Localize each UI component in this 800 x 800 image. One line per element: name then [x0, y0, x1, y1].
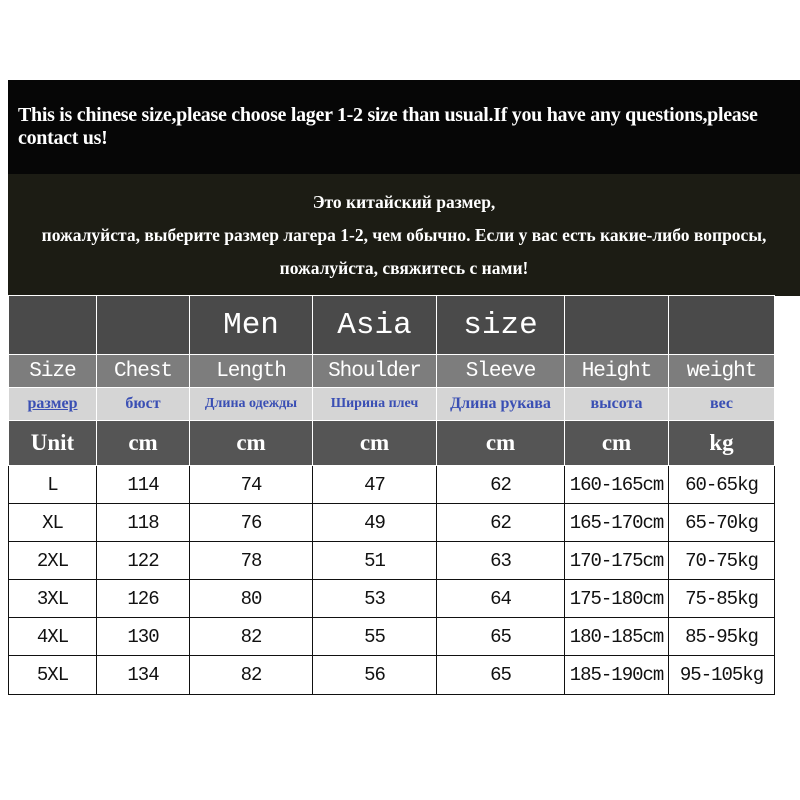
table-row: [9, 618, 775, 656]
table-cell: 51: [313, 542, 437, 580]
header-ru-cell: бюст: [97, 388, 190, 421]
table-cell: 180-185cm: [565, 618, 669, 656]
table-cell: 65: [437, 656, 565, 695]
unit-cell: cm: [437, 421, 565, 466]
table-cell: 5XL: [9, 656, 97, 695]
notice-text-russian-line: Это китайский размер,: [312, 191, 496, 212]
table-cell: 82: [190, 618, 313, 656]
table-title-row: [9, 296, 775, 355]
table-cell: 76: [190, 504, 313, 542]
notice-text-russian-line: пожалуйста, выберите размер лагера 1-2, чем обычно. Если у вас есть какие-либо вопросы,: [41, 224, 767, 245]
unit-cell: cm: [97, 421, 190, 466]
unit-cell: Unit: [9, 421, 97, 466]
table-cell: 80: [190, 580, 313, 618]
table-cell: 122: [97, 542, 190, 580]
header-ru-cell: высота: [565, 388, 669, 421]
title-cell: [565, 296, 669, 355]
table-cell: 134: [97, 656, 190, 695]
unit-cell: cm: [190, 421, 313, 466]
title-cell: [97, 296, 190, 355]
header-ru-cell: Длина одежды: [190, 388, 313, 421]
table-cell: L: [9, 466, 97, 504]
table-unit-row: [9, 421, 775, 466]
table-row: [9, 580, 775, 618]
table-cell: 47: [313, 466, 437, 504]
table-row: [9, 466, 775, 504]
header-cell-shoulder: Shoulder: [313, 355, 437, 388]
table-cell: 62: [437, 504, 565, 542]
table-cell: 2XL: [9, 542, 97, 580]
table-cell: 70-75kg: [669, 542, 775, 580]
notice-banner-russian: [8, 174, 800, 296]
title-cell: Men: [190, 296, 313, 355]
unit-cell: kg: [669, 421, 775, 466]
table-cell: 65-70kg: [669, 504, 775, 542]
table-cell: 3XL: [9, 580, 97, 618]
header-cell-length: Length: [190, 355, 313, 388]
table-cell: 49: [313, 504, 437, 542]
table-cell: 75-85kg: [669, 580, 775, 618]
table-cell: 130: [97, 618, 190, 656]
table-cell: 170-175cm: [565, 542, 669, 580]
table-cell: 114: [97, 466, 190, 504]
table-cell: 78: [190, 542, 313, 580]
unit-cell: cm: [565, 421, 669, 466]
title-cell: [669, 296, 775, 355]
table-cell: 126: [97, 580, 190, 618]
table-cell: 55: [313, 618, 437, 656]
table-cell: 53: [313, 580, 437, 618]
table-header-row: [9, 355, 775, 388]
notice-text-russian-line: пожалуйста, свяжитесь с нами!: [279, 257, 529, 278]
table-cell: 74: [190, 466, 313, 504]
table-cell: 85-95kg: [669, 618, 775, 656]
table-cell: 60-65kg: [669, 466, 775, 504]
notice-text-english: This is chinese size,please choose lager 1-2 size than usual.If you have any questions,please contact us!: [18, 104, 758, 149]
header-cell-height: Height: [565, 355, 669, 388]
header-cell-sleeve: Sleeve: [437, 355, 565, 388]
table-cell: 64: [437, 580, 565, 618]
notice-banner-english: [8, 80, 800, 174]
header-ru-cell: Ширина плеч: [313, 388, 437, 421]
table-cell: 175-180cm: [565, 580, 669, 618]
table-cell: 62: [437, 466, 565, 504]
header-ru-cell: размер: [9, 388, 97, 421]
table-cell: 82: [190, 656, 313, 695]
header-cell-weight: weight: [669, 355, 775, 388]
title-cell: [9, 296, 97, 355]
header-ru-cell: вес: [669, 388, 775, 421]
table-cell: XL: [9, 504, 97, 542]
table-header-russian-row: [9, 388, 775, 421]
unit-cell: cm: [313, 421, 437, 466]
table-cell: 4XL: [9, 618, 97, 656]
table-cell: 65: [437, 618, 565, 656]
title-cell: size: [437, 296, 565, 355]
table-cell: 165-170cm: [565, 504, 669, 542]
table-row: [9, 656, 775, 695]
table-cell: 63: [437, 542, 565, 580]
header-cell-size: Size: [9, 355, 97, 388]
table-cell: 185-190cm: [565, 656, 669, 695]
header-cell-chest: Chest: [97, 355, 190, 388]
table-cell: 56: [313, 656, 437, 695]
size-chart-table: [8, 295, 775, 695]
table-cell: 95-105kg: [669, 656, 775, 695]
table-row: [9, 542, 775, 580]
title-cell: Asia: [313, 296, 437, 355]
table-cell: 118: [97, 504, 190, 542]
table-row: [9, 504, 775, 542]
table-cell: 160-165cm: [565, 466, 669, 504]
header-ru-cell: Длина рукава: [437, 388, 565, 421]
